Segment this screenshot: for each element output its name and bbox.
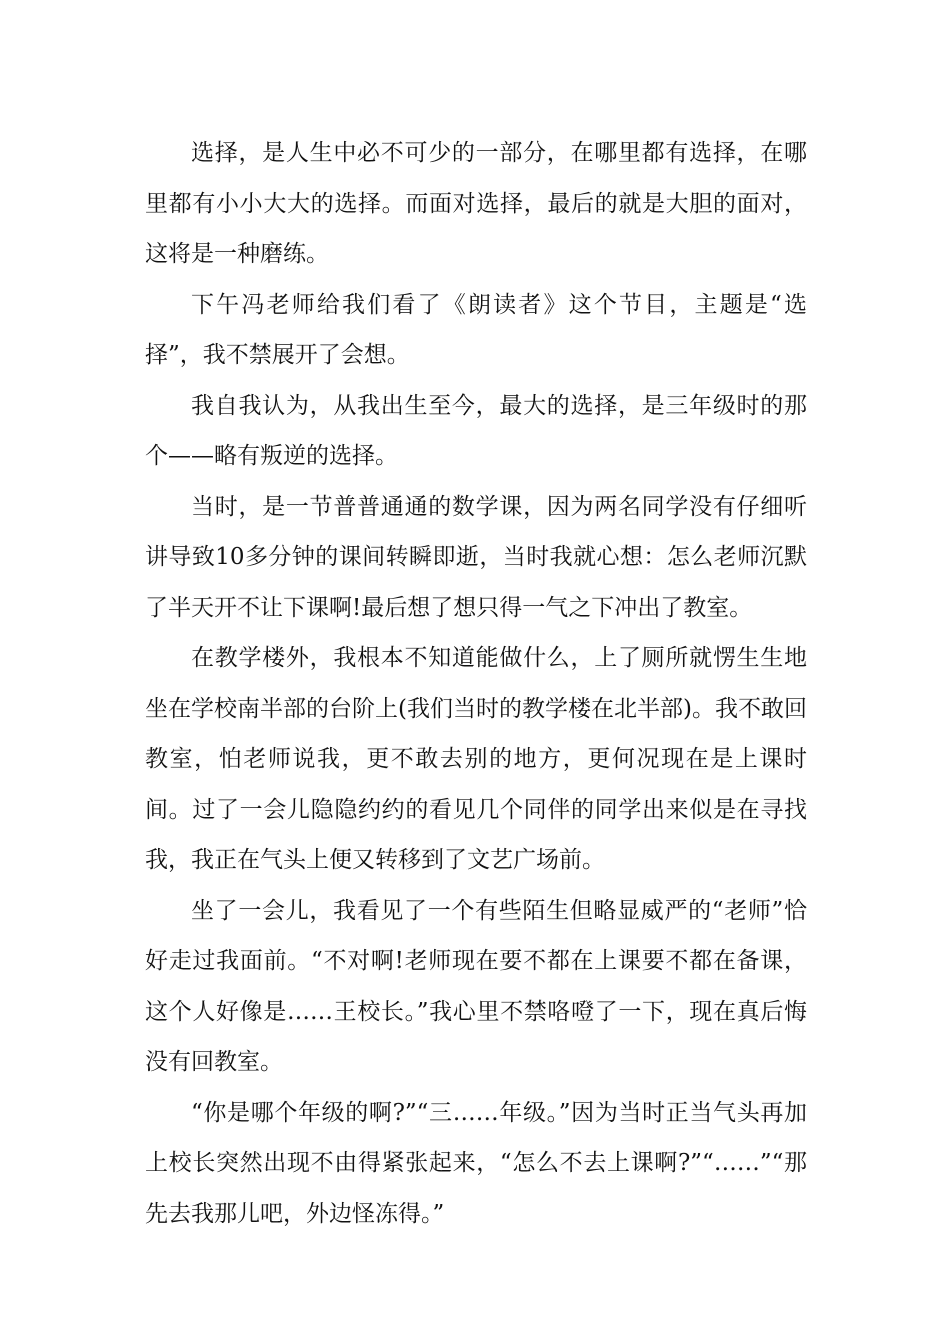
paragraph-3: 我自我认为，从我出生至今，最大的选择，是三年级时的那个——略有叛逆的选择。 <box>145 392 807 469</box>
paragraph-4: 当时，是一节普普通通的数学课，因为两名同学没有仔细听讲导致10多分钟的课间转瞬即逝，当时我就心想：怎么老师沉默了半天开不让下课啊!最后想了想只得一气之下冲出了教室。 <box>145 493 807 621</box>
paragraph-6: 坐了一会儿，我看见了一个有些陌生但略显威严的“老师”恰好走过我面前。“不对啊!老师现在要不都在上课要不都在备课，这个人好像是……王校长。”我心里不禁咯噔了一下，现在真后悔没有回教室。 <box>145 897 807 1075</box>
paragraph-1: 选择，是人生中必不可少的一部分，在哪里都有选择，在哪里都有小小大大的选择。而面对选择，最后的就是大胆的面对，这将是一种磨练。 <box>145 140 807 267</box>
paragraph-5: 在教学楼外，我根本不知道能做什么，上了厕所就愣生生地坐在学校南半部的台阶上(我们当时的教学楼在北半部)。我不敢回教室，怕老师说我，更不敢去别的地方，更何况现在是上课时间。过了一会儿隐隐约约的看见几个同伴的同学出来似是在寻找我，我正在气头上便又转移到了文艺广场前。 <box>145 645 807 873</box>
paragraph-2: 下午冯老师给我们看了《朗读者》这个节目，主题是“选择”，我不禁展开了会想。 <box>145 291 807 368</box>
document-body <box>145 128 807 1239</box>
paragraph-7: “你是哪个年级的啊?”“三……年级。”因为当时正当气头再加上校长突然出现不由得紧张起来，“怎么不去上课啊?”“……”“那先去我那儿吧，外边怪冻得。” <box>145 1099 807 1227</box>
